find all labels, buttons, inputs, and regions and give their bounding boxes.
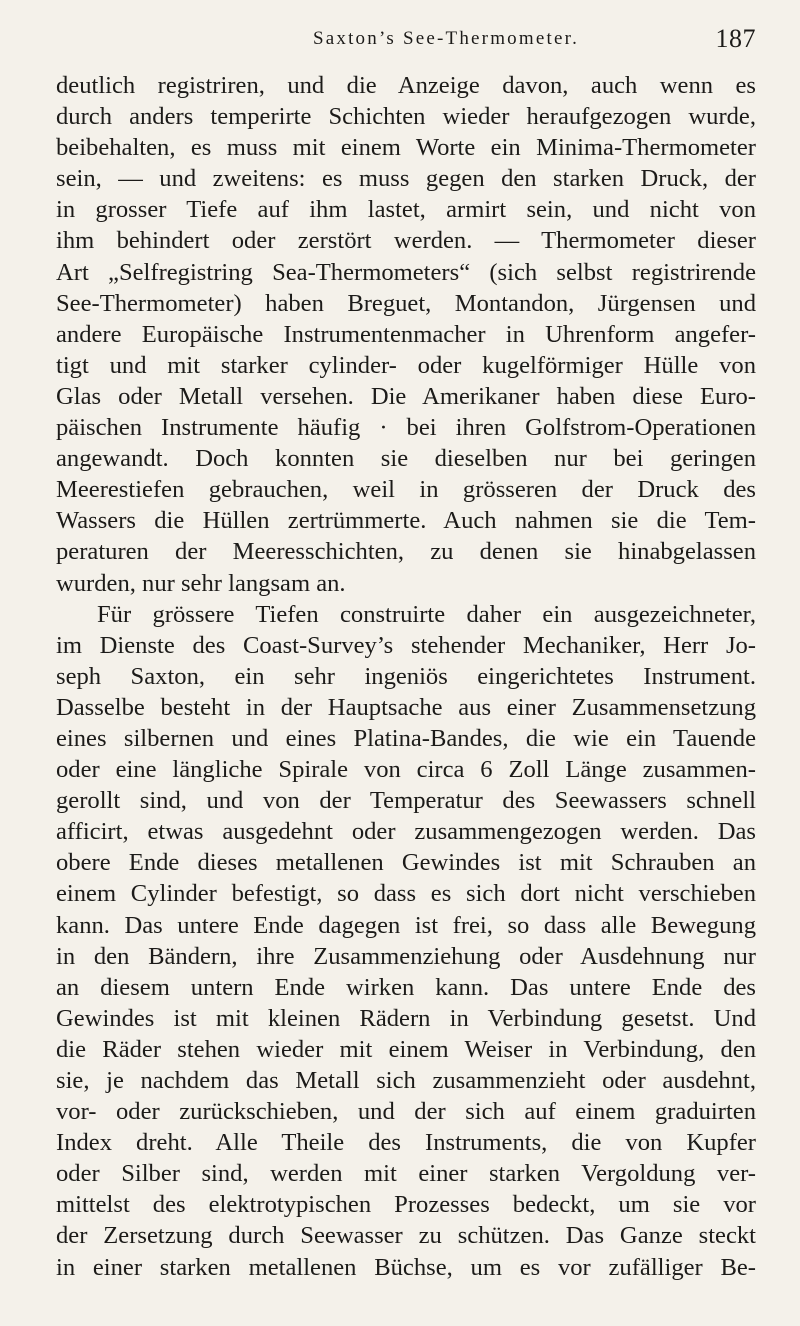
running-title: Saxton’s See-Thermometer.	[312, 28, 580, 49]
paragraph	[56, 599, 756, 1283]
text-line: in grosser Tiefe auf ihm lastet, armirt sein, und nicht von	[56, 196, 756, 224]
text-line: durch anders temperirte Schichten wieder heraufgezogen wurde,	[56, 103, 756, 131]
text-line: päischen Instrumente häufig · bei ihren Golfstrom-Operationen	[56, 414, 756, 442]
text-line: oder Silber sind, werden mit einer starken Vergoldung ver-	[56, 1160, 756, 1188]
text-line: in den Bändern, ihre Zusammenziehung oder Ausdehnung nur	[56, 942, 756, 970]
paragraph	[56, 70, 756, 599]
text-line: obere Ende dieses metallenen Gewindes ist mit Schrauben an	[56, 849, 756, 877]
text-line: kann. Das untere Ende dagegen ist frei, so dass alle Bewegung	[56, 911, 756, 939]
text-line: seph Saxton, ein sehr ingeniös eingerichtetes Instrument.	[56, 662, 756, 690]
text-line: die Räder stehen wieder mit einem Weiser in Verbindung, den	[56, 1035, 756, 1063]
text-line: eines silbernen und eines Platina-Bandes, die wie ein Tauende	[56, 724, 756, 752]
text-line: Gewindes ist mit kleinen Rädern in Verbindung gesetst. Und	[56, 1004, 756, 1032]
text-line: andere Europäische Instrumentenmacher in Uhrenform angefer-	[56, 320, 756, 348]
text-line: einem Cylinder befestigt, so dass es sich dort nicht verschieben	[56, 880, 756, 908]
text-line: an diesem untern Ende wirken kann. Das untere Ende des	[56, 973, 756, 1001]
text-line: mittelst des elektrotypischen Prozesses bedeckt, um sie vor	[56, 1191, 756, 1219]
text-line: angewandt. Doch konnten sie dieselben nur bei geringen	[56, 445, 756, 473]
text-line: ihm behindert oder zerstört werden. — Thermometer dieser	[56, 227, 756, 255]
text-line: Dasselbe besteht in der Hauptsache aus einer Zusammensetzung	[56, 693, 756, 721]
text-line: im Dienste des Coast-Survey’s stehender Mechaniker, Herr Jo-	[56, 631, 756, 659]
text-line: peraturen der Meeresschichten, zu denen sie hinabgelassen	[56, 538, 756, 566]
text-line: Glas oder Metall versehen. Die Amerikaner haben diese Euro-	[56, 382, 756, 410]
text-line: sie, je nachdem das Metall sich zusammenzieht oder ausdehnt,	[56, 1067, 756, 1094]
text-line: See-Thermometer) haben Breguet, Montandon, Jürgensen und	[56, 289, 756, 317]
text-line: sein, — und zweitens: es muss gegen den starken Druck, der	[56, 165, 756, 193]
text-line: Für grössere Tiefen construirte daher ein ausgezeichneter,	[97, 600, 756, 628]
text-line: Art „Selfregistring Sea-Thermometers“ (sich selbst registrirende	[56, 258, 756, 286]
text-line: der Zersetzung durch Seewasser zu schützen. Das Ganze steckt	[56, 1222, 756, 1250]
text-line: oder eine längliche Spirale von circa 6 Zoll Länge zusammen-	[56, 756, 756, 784]
text-line: gerollt sind, und von der Temperatur des Seewassers schnell	[56, 787, 756, 815]
text-line: vor- oder zurückschieben, und der sich auf einem graduirten	[56, 1098, 756, 1126]
text-line: in einer starken metallenen Büchse, um es vor zufälliger Be-	[56, 1253, 756, 1281]
text-line: Meerestiefen gebrauchen, weil in grösseren der Druck des	[56, 476, 756, 504]
text-line: Wassers die Hüllen zertrümmerte. Auch nahmen sie die Tem-	[56, 507, 756, 535]
body-text	[56, 70, 756, 1283]
page-number: 187	[715, 24, 756, 53]
text-line: beibehalten, es muss mit einem Worte ein Minima-Thermometer	[56, 134, 756, 162]
text-line: deutlich registriren, und die Anzeige davon, auch wenn es	[56, 72, 756, 99]
text-line: tigt und mit starker cylinder- oder kugelförmiger Hülle von	[56, 351, 756, 379]
text-line: wurden, nur sehr langsam an.	[56, 569, 346, 597]
text-line: Index dreht. Alle Theile des Instruments, die von Kupfer	[56, 1129, 756, 1157]
text-line: afficirt, etwas ausgedehnt oder zusammengezogen werden. Das	[56, 818, 756, 846]
running-head	[56, 14, 756, 54]
